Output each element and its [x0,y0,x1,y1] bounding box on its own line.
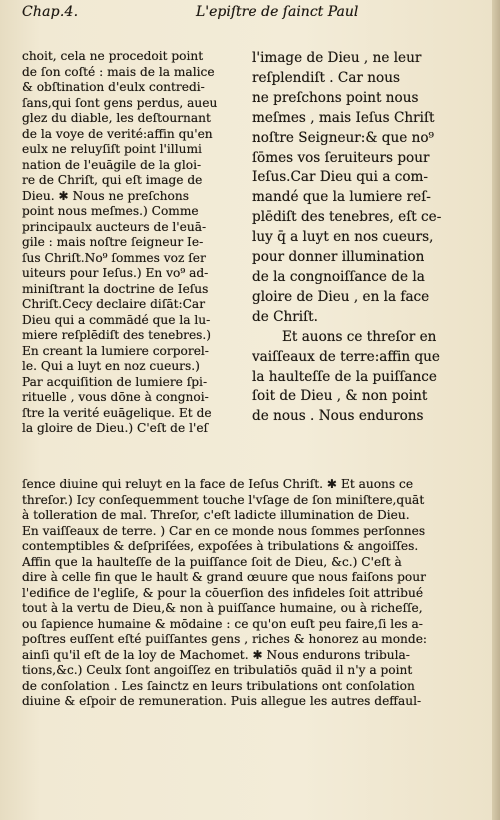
scripture-column [252,49,476,427]
commentary-line: le. Qui a luyt en noz cueurs.) [22,359,200,373]
running-title: L'epiſtre de ſainct Paul [196,4,359,20]
commentary-line: En creant la lumiere corporel- [22,343,209,358]
scripture-line: reſplendiſt . Car nous [252,69,400,86]
commentary-line: ſus Chriſt.No⁹ ſommes voz ſer [22,250,206,265]
full-line: l'edifice de l'egliſe, & pour la cōuerſion des infideles ſoit attribué [22,585,424,600]
commentary-line: Dieu. ✱ Nous ne preſchons [22,188,189,203]
scripture-line: noſtre Seigneur:& que no⁹ [252,129,434,146]
commentary-line: de ſon coſté : mais de la malice [22,64,215,79]
commentary-line: miere reſplēdiſt des tenebres.) [22,328,212,342]
commentary-line: Chriſt.Cecy declaire diſāt:Car [22,297,206,311]
full-line: poſtres euſſent eſté puiſſantes gens , riches & honorez au monde: [22,632,428,646]
commentary-line: gile : mais noſtre ſeigneur Ie- [22,235,204,249]
commentary-line: de la voye de verité:affin qu'en [22,126,213,141]
commentary-line: ſtre la verité euāgelique. Et de [22,405,212,420]
full-line: En vaiſſeaux de terre. ) Car en ce monde nous ſommes perſonnes [22,523,426,538]
full-line: de conſolation . Les ſainctz en leurs tribulations ont conſolation [22,678,415,693]
commentary-line: point nous meſmes.) Comme [22,204,199,218]
scripture-line: luy q̄ a luyt en nos cueurs, [252,229,434,246]
commentary-line: la gloire de Dieu.) C'eſt de l'eſ [22,421,209,435]
commentary-line: Par acquiſition de lumiere ſpi- [22,374,208,389]
full-width-commentary [22,477,478,710]
full-line: diuine & eſpoir de remuneration. Puis allegue les autres deffaul- [22,694,422,708]
commentary-line: re de Chriſt, qui eſt image de [22,173,203,187]
full-line: ſence diuine qui reluyt en la face de Ieſus Chriſt. ✱ Et auons ce [22,477,414,491]
commentary-line: glez du diable, les deſtournant [22,111,211,125]
scripture-line: Ieſus.Car Dieu qui a com- [252,169,429,186]
scripture-line: de la congnoiſſance de la [252,268,425,285]
scripture-line: pour donner illumination [252,249,425,266]
scripture-line: de nous . Nous endurons [252,408,424,425]
commentary-line: rituelle , vous dōne à congnoi- [22,390,209,404]
scripture-line: Et auons ce threſor en [282,328,437,345]
page-gutter [492,0,500,820]
commentary-line: & obſtination d'eulx contredi- [22,80,205,94]
chapter-label: Chap.4. [22,4,79,20]
full-line: tout à la vertu de Dieu,& non à puiſſance humaine, ou à richeſſe, [22,601,423,615]
full-line: tions,&c.) Ceulx ſont angoiſſez en tribulatiōs quād il n'y a point [22,663,413,677]
scripture-line: plēdiſt des tenebres, eſt ce- [252,209,442,226]
full-line: threſor.) Icy conſequemment touche l'vſage de ſon miniſtere,quāt [22,492,425,507]
commentary-line: principaulx aucteurs de l'euā- [22,219,207,234]
full-line: Affin que la haulteſſe de la puiſſance ſoit de Dieu, &c.) C'eſt à [22,554,402,569]
full-line: contemptibles & deſpriſées, expoſées à tribulations & angoiſſes. [22,539,419,553]
commentary-column [22,49,245,437]
scripture-line: mandé que la lumiere reſ- [252,189,431,206]
full-line: dire à celle fin que le hault & grand œuure que nous faiſons pour [22,570,426,584]
scripture-line: l'image de Dieu , ne leur [252,50,422,66]
commentary-line: miniſtrant la doctrine de Ieſus [22,281,209,296]
commentary-line: uiteurs pour Ieſus.) En vo⁹ ad- [22,266,209,280]
scripture-line: meſmes , mais Ieſus Chriſt [252,109,435,126]
commentary-line: eulx ne reluyſiſt point l'illumi [22,142,202,156]
scripture-line: vaiſſeaux de terre:affin que [252,348,440,365]
scripture-line: ſoit de Dieu , & non point [252,388,428,405]
commentary-line: ſans,qui ſont gens perdus, aueu [22,95,218,110]
full-line: ainſi qu'il eſt de la loy de Machomet. ✱ Nous endurons tribula- [22,647,410,662]
commentary-line: Dieu qui a commādé que la lu- [22,312,211,327]
scripture-line: ne preſchons point nous [252,89,419,106]
scripture-line: la haulteſſe de la puiſſance [252,368,437,385]
full-line: à tolleration de mal. Threſor, c'eſt ladicte illumination de Dieu. [22,508,410,522]
scripture-line: ſōmes vos ſeruiteurs pour [252,149,430,166]
commentary-line: nation de l'euāgile de la gloi- [22,157,202,172]
full-line: ou ſapience humaine & mōdaine : ce qu'on euſt peu faire,ſi les a- [22,616,423,631]
scripture-line: gloire de Dieu , en la face [252,288,430,305]
commentary-line: choit, cela ne procedoit point [22,49,204,63]
running-header [22,4,482,24]
scripture-line: de Chriſt. [252,308,318,325]
